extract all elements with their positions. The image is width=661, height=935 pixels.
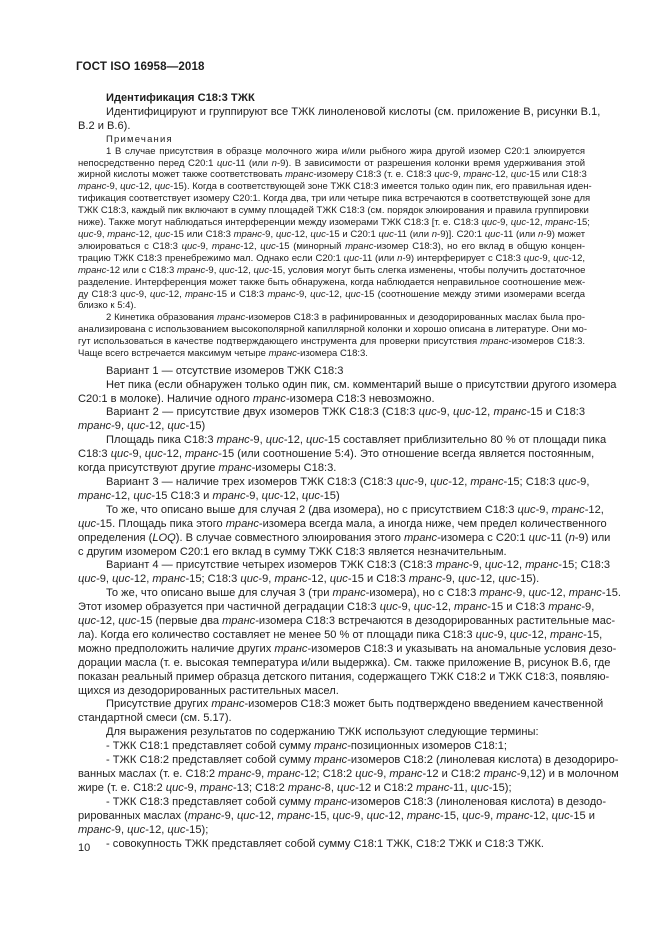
body-text [78, 92, 621, 851]
text-line: То же, что описано выше для случая 3 (три транс-изомера), но с С18:3 транс-9, цис-12, транс-15. [106, 587, 621, 600]
text-line: Примечания [106, 133, 173, 145]
section-intro [78, 105, 601, 134]
text-line: 2 Кинетика образования транс-изомеров С18:3 в рафинированных и дезодорированных маслах была про- [106, 312, 585, 324]
text-line: элюироваться с С18:3 цис-9, транс-12, цис-15 (минорный транс-изомер С18:3), но его вклад в общую концен- [78, 240, 586, 252]
text-line: Вариант 3 — наличие трех изомеров ТЖК С18:3 (С18:3 цис-9, цис-12, транс-15; С18:3 цис-9, [106, 475, 590, 488]
text-line: транс-9, цис-12, цис-15). Когда в соответствующей зоне ТЖК С18:3 имеется только один пик, его правильная иден- [78, 181, 592, 193]
text-line: определения (LOQ). В случае совместного элюирования этого транс-изомера с С20:1 цис-11 (n-9) или [78, 531, 611, 544]
text-line: цис-12, цис-15 (первые два транс-изомера С18:3 встречаются в дезодорированных растительные мас- [78, 615, 616, 628]
variant-2 [78, 406, 585, 434]
text-line: показан реальный пример образца детского питания, содержащего ТЖК С18:2 и ТЖК С18:3, появляю- [78, 670, 610, 683]
running-header: ГОСТ ISO 16958—2018 [76, 60, 205, 73]
notes-heading [78, 134, 585, 146]
text-line: цис-9, транс-12, цис-15 или С18:3 транс-9, цис-12, цис-15 и С20:1 цис-11 (или n-9)]. С20:1 цис-11 (или n-9) может [78, 228, 586, 240]
text-line: жире (т. е. С18:2 цис-9, транс-13; С18:2 транс-8, цис-12 и С18:2 транс-11, цис-15); [78, 781, 512, 794]
text-line: близко к 5:4). [78, 300, 137, 312]
section-title [78, 92, 585, 106]
text-line: тификация соответствует изомеру С20:1. Когда два, три или четыре пика встречаются в соответствующей зоне для [78, 193, 591, 205]
text-line: транс-12 или с С18:3 транс-9, цис-12, цис-15, условия могут быть слегка изменены, чтобы получить достаточное [78, 264, 586, 276]
text-line: С18:3 цис-9, цис-12, транс-15 (или соотношение 5:4). Это отношение всегда является постоянным, [78, 448, 595, 461]
text-line: транс-9, цис-12, цис-15); [78, 823, 209, 836]
text-line: Нет пика (если обнаружен только один пик, см. комментарий выше о присутствии другого изомера [106, 378, 617, 391]
variant-1-text [78, 378, 617, 407]
text-line: с другим изомером С20:1 его вклад в сумму ТЖК С18:3 является незначительным. [78, 545, 507, 558]
variant-4-text [78, 587, 621, 698]
terms-intro [78, 726, 585, 740]
text-line: стандартной смеси (см. 5.17). [78, 712, 232, 725]
other-isomers-text [78, 698, 604, 726]
term-total [78, 838, 585, 852]
text-line: Вариант 1 — отсутствие изомеров ТЖК С18:3 [106, 364, 344, 377]
text-line: Для выражения результатов по содержанию ТЖК используют следующие термины: [106, 726, 539, 739]
text-line: В.2 и В.6). [78, 119, 131, 132]
text-line: трацию ТЖК С18:3 пренебрежимо мал. Однако если С20:1 цис-11 (или n-9) интерферирует с С18:3 цис-9, цис-12, [78, 252, 586, 264]
text-line: непосредственно перед С20:1 цис-11 (или n-9). В зависимости от разрешения колонки время удерживания этой [78, 157, 585, 169]
text-line: дорации масла (т. е. высокая температура и/или выдержка). См. также приложение В, рисунок В.6, где [78, 656, 611, 669]
text-line: анализирована с использованием высокополярной капиллярной колонки и хорошо описана в литературе. Они мо- [78, 324, 587, 336]
term-c18-3 [78, 795, 607, 838]
text-line: щихся из дезодорированных растительных масел. [78, 684, 339, 697]
page-number: 10 [78, 842, 91, 854]
text-line: Этот изомер образуется при частичной деградации С18:3 цис-9, цис-12, транс-15 и С18:3 транс-9, [78, 601, 595, 614]
text-line: Идентификация С18:3 ТЖК [106, 92, 255, 104]
note-2 [78, 312, 585, 360]
variant-3-text [78, 503, 611, 560]
text-line: Чаще всего встречается максимум четыре транс-изомера С18:3. [78, 348, 368, 360]
text-line: ду С18:3 цис-9, цис-12, транс-15 и С18:3 транс-9, цис-12, цис-15 (соотношение между этими изомерами всегда [78, 288, 585, 300]
text-line: Вариант 4 — присутствие четырех изомеров ТЖК С18:3 (С18:3 транс-9, цис-12, транс-15; С18:3 [106, 559, 611, 572]
text-line: гут использоваться в качестве подтверждающего инструмента для проверки присутствия транс-изомеров С18:3. [78, 336, 586, 348]
text-line: транс-12, цис-15 С18:3 и транс-9, цис-12, цис-15) [78, 489, 340, 502]
text-line: Вариант 2 — присутствие двух изомеров ТЖК С18:3 (С18:3 цис-9, цис-12, транс-15 и С18:3 [106, 406, 586, 419]
text-line: С20:1 в молоке). Наличие одного транс-изомера С18:3 невозможно. [78, 392, 435, 405]
note-1 [78, 145, 592, 313]
text-line: - ТЖК С18:2 представляет собой сумму транс-изомеров С18:2 (линолевая кислота) в дезодориро- [106, 754, 619, 767]
text-line: То же, что описано выше для случая 2 (два изомера), но с присутствием С18:3 цис-9, транс-12, [106, 503, 604, 516]
variant-3 [78, 475, 590, 504]
text-line: жирной кислоты может также соответствовать транс-изомеру С18:3 (т. е. С18:3 цис-9, транс-12, цис-15 или С18:3 [78, 169, 587, 181]
text-line: ванных маслах (т. е. С18:2 транс-9, транс-12; С18:2 цис-9, транс-12 и С18:2 транс-9,12) и в молочном [78, 768, 619, 781]
text-line: - совокупность ТЖК представляет собой сумму С18:1 ТЖК, С18:2 ТЖК и С18:3 ТЖК. [106, 837, 545, 850]
variant-2-text [78, 434, 607, 476]
text-line: ТЖК С18:3, каждый пик включают в сумму площадей ТЖК С18:3 (см. порядок элюирования и правила группировки [78, 205, 589, 217]
variant-1 [78, 365, 585, 379]
text-line: Присутствие других транс-изомеров С18:3 может быть подтверждено введением качественной [106, 698, 604, 711]
text-line: ниже). Также могут наблюдаться интерференции между изомерами ТЖК С18:3 [т. е. С18:3 цис-9, цис-12, транс-15; [78, 217, 590, 229]
text-line: 1 В случае присутствия в образце молочного жира и/или рыбного жира другой изомер С20:1 элюируется [106, 145, 585, 157]
term-c18-1 [78, 740, 585, 754]
text-line: Площадь пика С18:3 транс-9, цис-12, цис-15 составляет приблизительно 80 % от площади пика [106, 434, 607, 447]
text-line: транс-9, цис-12, цис-15) [78, 420, 206, 433]
text-line: разделение. Интерференция может также быть обнаружена, когда наблюдается неправильное соотношение меж- [78, 276, 586, 288]
term-c18-2 [78, 754, 619, 796]
variant-4 [78, 559, 611, 587]
text-line: Идентифицируют и группируют все ТЖК линоленовой кислоты (см. приложение В, рисунки В.1, [106, 105, 601, 118]
text-line: - ТЖК С18:3 представляет собой сумму транс-изомеров С18:3 (линоленовая кислота) в дезодо- [106, 795, 607, 808]
text-line: цис-15. Площадь пика этого транс-изомера всегда мала, а иногда ниже, чем предел количественного [78, 517, 607, 530]
text-line: ла). Когда его количество составляет не менее 50 % от площади пика С18:3 цис-9, цис-12, транс-15, [78, 628, 603, 641]
text-line: цис-9, цис-12, транс-15; С18:3 цис-9, транс-12, цис-15 и С18:3 транс-9, цис-12, цис-15). [78, 573, 540, 586]
text-line: можно предположить наличие других транс-изомеров С18:3 и указывать на аномальные условия дезо- [78, 642, 617, 655]
text-line: когда присутствуют другие транс-изомеры С18:3. [78, 462, 337, 475]
text-line: - ТЖК С18:1 представляет собой сумму транс-позиционных изомеров С18:1; [106, 740, 507, 753]
text-line: рированных маслах (транс-9, цис-12, транс-15, цис-9, цис-12, транс-15, цис-9, транс-12, цис-15 и [78, 809, 595, 822]
